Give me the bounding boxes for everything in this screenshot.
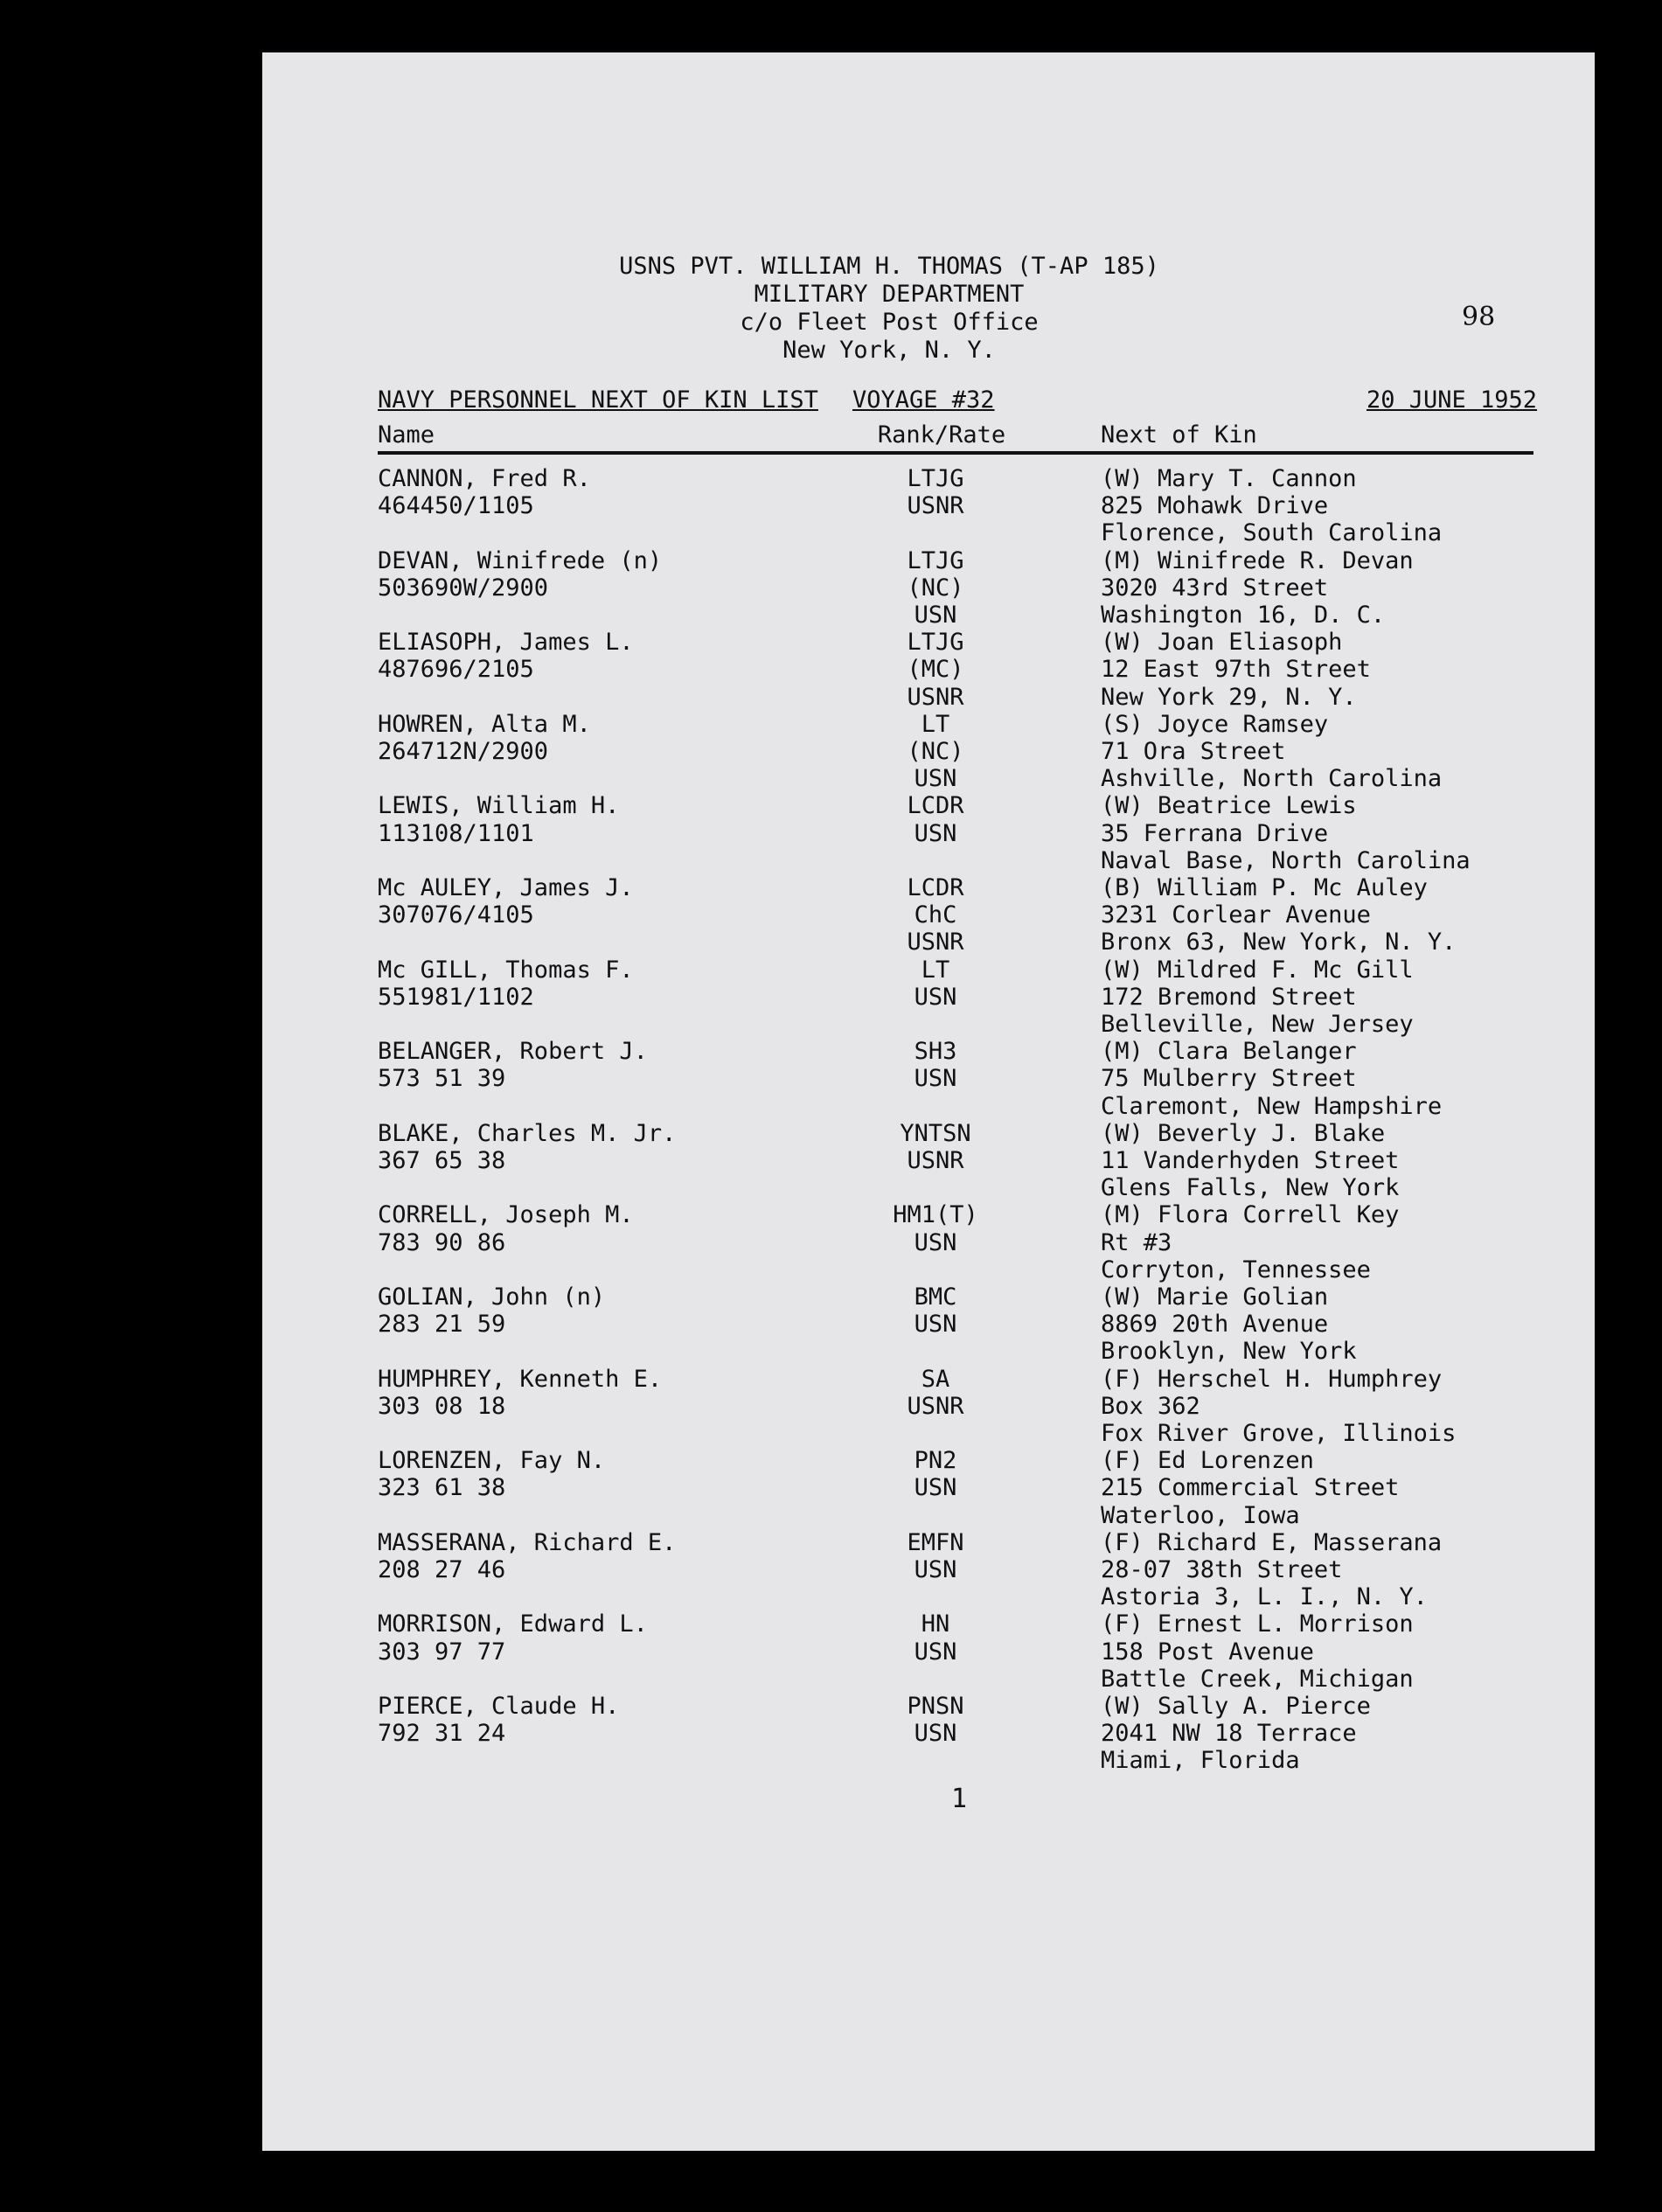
next-of-kin-line: 35 Ferrana Drive: [1101, 819, 1329, 847]
next-of-kin-line: Miami, Florida: [1101, 1747, 1300, 1775]
next-of-kin-line: (W) Mary T. Cannon: [1101, 465, 1357, 492]
rank-rate: USNR: [907, 492, 964, 520]
person-name: CANNON, Fred R.: [378, 465, 591, 492]
next-of-kin-line: Washington 16, D. C.: [1101, 602, 1386, 629]
rank-rate: USNR: [907, 1147, 964, 1174]
letterhead-line: c/o Fleet Post Office: [740, 309, 1039, 336]
service-number: 503690W/2900: [378, 574, 549, 602]
rank-rate: LCDR: [907, 792, 964, 820]
person-name: ELIASOPH, James L.: [378, 629, 634, 657]
next-of-kin-line: 28-07 38th Street: [1101, 1556, 1343, 1583]
next-of-kin-line: (W) Beverly J. Blake: [1101, 1119, 1386, 1147]
service-number: 303 97 77: [378, 1638, 506, 1666]
next-of-kin-line: Waterloo, Iowa: [1101, 1501, 1300, 1529]
punch-hole: [197, 1753, 240, 1797]
next-of-kin-line: Bronx 63, New York, N. Y.: [1101, 929, 1457, 956]
next-of-kin-line: Astoria 3, L. I., N. Y.: [1101, 1583, 1428, 1611]
column-header-name: Name: [378, 421, 435, 449]
rank-rate: USNR: [907, 1392, 964, 1420]
person-name: CORRELL, Joseph M.: [378, 1201, 634, 1229]
person-name: GOLIAN, John (n): [378, 1283, 606, 1311]
next-of-kin-line: Claremont, New Hampshire: [1101, 1092, 1443, 1120]
person-name: HUMPHREY, Kenneth E.: [378, 1365, 663, 1393]
rank-rate: USN: [914, 819, 957, 847]
rank-rate: SA: [921, 1365, 950, 1393]
list-title: NAVY PERSONNEL NEXT OF KIN LIST: [378, 386, 818, 414]
service-number: 792 31 24: [378, 1720, 506, 1748]
person-name: BLAKE, Charles M. Jr.: [378, 1119, 677, 1147]
punch-hole: [185, 361, 229, 405]
person-name: MASSERANA, Richard E.: [378, 1528, 677, 1556]
service-number: 323 61 38: [378, 1474, 506, 1502]
punch-hole: [197, 1896, 240, 1939]
next-of-kin-line: 11 Vanderhyden Street: [1101, 1147, 1400, 1174]
rank-rate: LCDR: [907, 874, 964, 901]
next-of-kin-line: 71 Ora Street: [1101, 738, 1286, 765]
next-of-kin-line: (W) Beatrice Lewis: [1101, 792, 1357, 820]
rank-rate: HM1(T): [893, 1201, 978, 1229]
next-of-kin-line: (S) Joyce Ramsey: [1101, 710, 1329, 738]
rank-rate: USN: [914, 983, 957, 1011]
service-number: 573 51 39: [378, 1065, 506, 1093]
service-number: 307076/4105: [378, 901, 534, 929]
rank-rate: LTJG: [907, 546, 964, 574]
next-of-kin-line: (M) Flora Correll Key: [1101, 1201, 1400, 1229]
page-number: 1: [951, 1784, 968, 1814]
next-of-kin-line: 825 Mohawk Drive: [1101, 492, 1329, 520]
person-name: DEVAN, Winifrede (n): [378, 546, 663, 574]
service-number: 113108/1101: [378, 819, 534, 847]
service-number: 783 90 86: [378, 1228, 506, 1256]
next-of-kin-line: (M) Clara Belanger: [1101, 1038, 1357, 1066]
list-date: 20 JUNE 1952: [1366, 386, 1538, 414]
column-header-rank: Rank/Rate: [877, 421, 1006, 449]
rank-rate: EMFN: [907, 1528, 964, 1556]
rank-rate: USN: [914, 1311, 957, 1339]
rank-rate: USN: [914, 1474, 957, 1502]
person-name: MORRISON, Edward L.: [378, 1610, 648, 1638]
service-number: 303 08 18: [378, 1392, 506, 1420]
column-header-kin: Next of Kin: [1101, 421, 1257, 449]
rank-rate: (MC): [907, 656, 964, 684]
service-number: 264712N/2900: [378, 738, 549, 765]
next-of-kin-line: Glens Falls, New York: [1101, 1174, 1400, 1202]
rank-rate: USN: [914, 1638, 957, 1666]
rank-rate: USN: [914, 765, 957, 793]
next-of-kin-line: Battle Creek, Michigan: [1101, 1665, 1414, 1693]
rank-rate: YNTSN: [900, 1119, 971, 1147]
rank-rate: USN: [914, 602, 957, 629]
rank-rate: HN: [921, 1610, 950, 1638]
next-of-kin-line: (F) Ernest L. Morrison: [1101, 1610, 1414, 1638]
letterhead-line: USNS PVT. WILLIAM H. THOMAS (T-AP 185): [619, 253, 1159, 280]
rank-rate: SH3: [914, 1038, 957, 1066]
next-of-kin-line: Brooklyn, New York: [1101, 1338, 1357, 1366]
header-rule: [378, 451, 1533, 455]
service-number: 367 65 38: [378, 1147, 506, 1174]
rank-rate: USN: [914, 1720, 957, 1748]
next-of-kin-line: 172 Bremond Street: [1101, 983, 1357, 1011]
punch-hole: [188, 790, 232, 833]
next-of-kin-line: (F) Herschel H. Humphrey: [1101, 1365, 1443, 1393]
person-name: PIERCE, Claude H.: [378, 1693, 620, 1720]
next-of-kin-line: (M) Winifrede R. Devan: [1101, 546, 1414, 574]
person-name: Mc GILL, Thomas F.: [378, 956, 634, 984]
next-of-kin-line: Box 362: [1101, 1392, 1200, 1420]
next-of-kin-line: New York 29, N. Y.: [1101, 683, 1357, 711]
letterhead-line: MILITARY DEPARTMENT: [754, 281, 1025, 308]
rank-rate: USNR: [907, 683, 964, 711]
rank-rate: USN: [914, 1228, 957, 1256]
next-of-kin-line: 3231 Corlear Avenue: [1101, 901, 1371, 929]
rank-rate: USN: [914, 1065, 957, 1093]
next-of-kin-line: 8869 20th Avenue: [1101, 1311, 1329, 1339]
next-of-kin-line: (F) Richard E, Masserana: [1101, 1528, 1443, 1556]
next-of-kin-line: Florence, South Carolina: [1101, 519, 1443, 547]
next-of-kin-line: 2041 NW 18 Terrace: [1101, 1720, 1357, 1748]
document-page: [262, 52, 1595, 2151]
next-of-kin-line: Ashville, North Carolina: [1101, 765, 1443, 793]
person-name: LEWIS, William H.: [378, 792, 620, 820]
rank-rate: LT: [921, 956, 950, 984]
next-of-kin-line: (W) Mildred F. Mc Gill: [1101, 956, 1414, 984]
rank-rate: LT: [921, 710, 950, 738]
person-name: BELANGER, Robert J.: [378, 1038, 648, 1066]
service-number: 551981/1102: [378, 983, 534, 1011]
rank-rate: PNSN: [907, 1693, 964, 1720]
next-of-kin-line: Naval Base, North Carolina: [1101, 846, 1471, 874]
next-of-kin-line: (B) William P. Mc Auley: [1101, 874, 1428, 901]
rank-rate: BMC: [914, 1283, 957, 1311]
page-stamp: 98: [1462, 302, 1496, 332]
rank-rate: (NC): [907, 738, 964, 765]
rank-rate: LTJG: [907, 629, 964, 657]
person-name: LORENZEN, Fay N.: [378, 1447, 606, 1475]
next-of-kin-line: 158 Post Avenue: [1101, 1638, 1314, 1666]
next-of-kin-line: Fox River Grove, Illinois: [1101, 1420, 1457, 1447]
letterhead-line: New York, N. Y.: [782, 337, 996, 364]
service-number: 283 21 59: [378, 1311, 506, 1339]
next-of-kin-line: 3020 43rd Street: [1101, 574, 1329, 602]
next-of-kin-line: 12 East 97th Street: [1101, 656, 1371, 684]
rank-rate: USN: [914, 1556, 957, 1583]
next-of-kin-line: (W) Marie Golian: [1101, 1283, 1329, 1311]
next-of-kin-line: (F) Ed Lorenzen: [1101, 1447, 1314, 1475]
service-number: 208 27 46: [378, 1556, 506, 1583]
next-of-kin-line: Belleville, New Jersey: [1101, 1011, 1414, 1038]
next-of-kin-line: Rt #3: [1101, 1228, 1172, 1256]
voyage-number: VOYAGE #32: [852, 386, 995, 414]
rank-rate: USNR: [907, 929, 964, 956]
next-of-kin-line: Corryton, Tennessee: [1101, 1256, 1371, 1283]
next-of-kin-line: 215 Commercial Street: [1101, 1474, 1400, 1502]
rank-rate: LTJG: [907, 465, 964, 492]
next-of-kin-line: (W) Joan Eliasoph: [1101, 629, 1343, 657]
service-number: 464450/1105: [378, 492, 534, 520]
next-of-kin-line: 75 Mulberry Street: [1101, 1065, 1357, 1093]
rank-rate: PN2: [914, 1447, 957, 1475]
service-number: 487696/2105: [378, 656, 534, 684]
rank-rate: (NC): [907, 574, 964, 602]
person-name: HOWREN, Alta M.: [378, 710, 591, 738]
person-name: Mc AULEY, James J.: [378, 874, 634, 901]
rank-rate: ChC: [914, 901, 957, 929]
next-of-kin-line: (W) Sally A. Pierce: [1101, 1693, 1371, 1720]
punch-hole: [188, 938, 232, 982]
